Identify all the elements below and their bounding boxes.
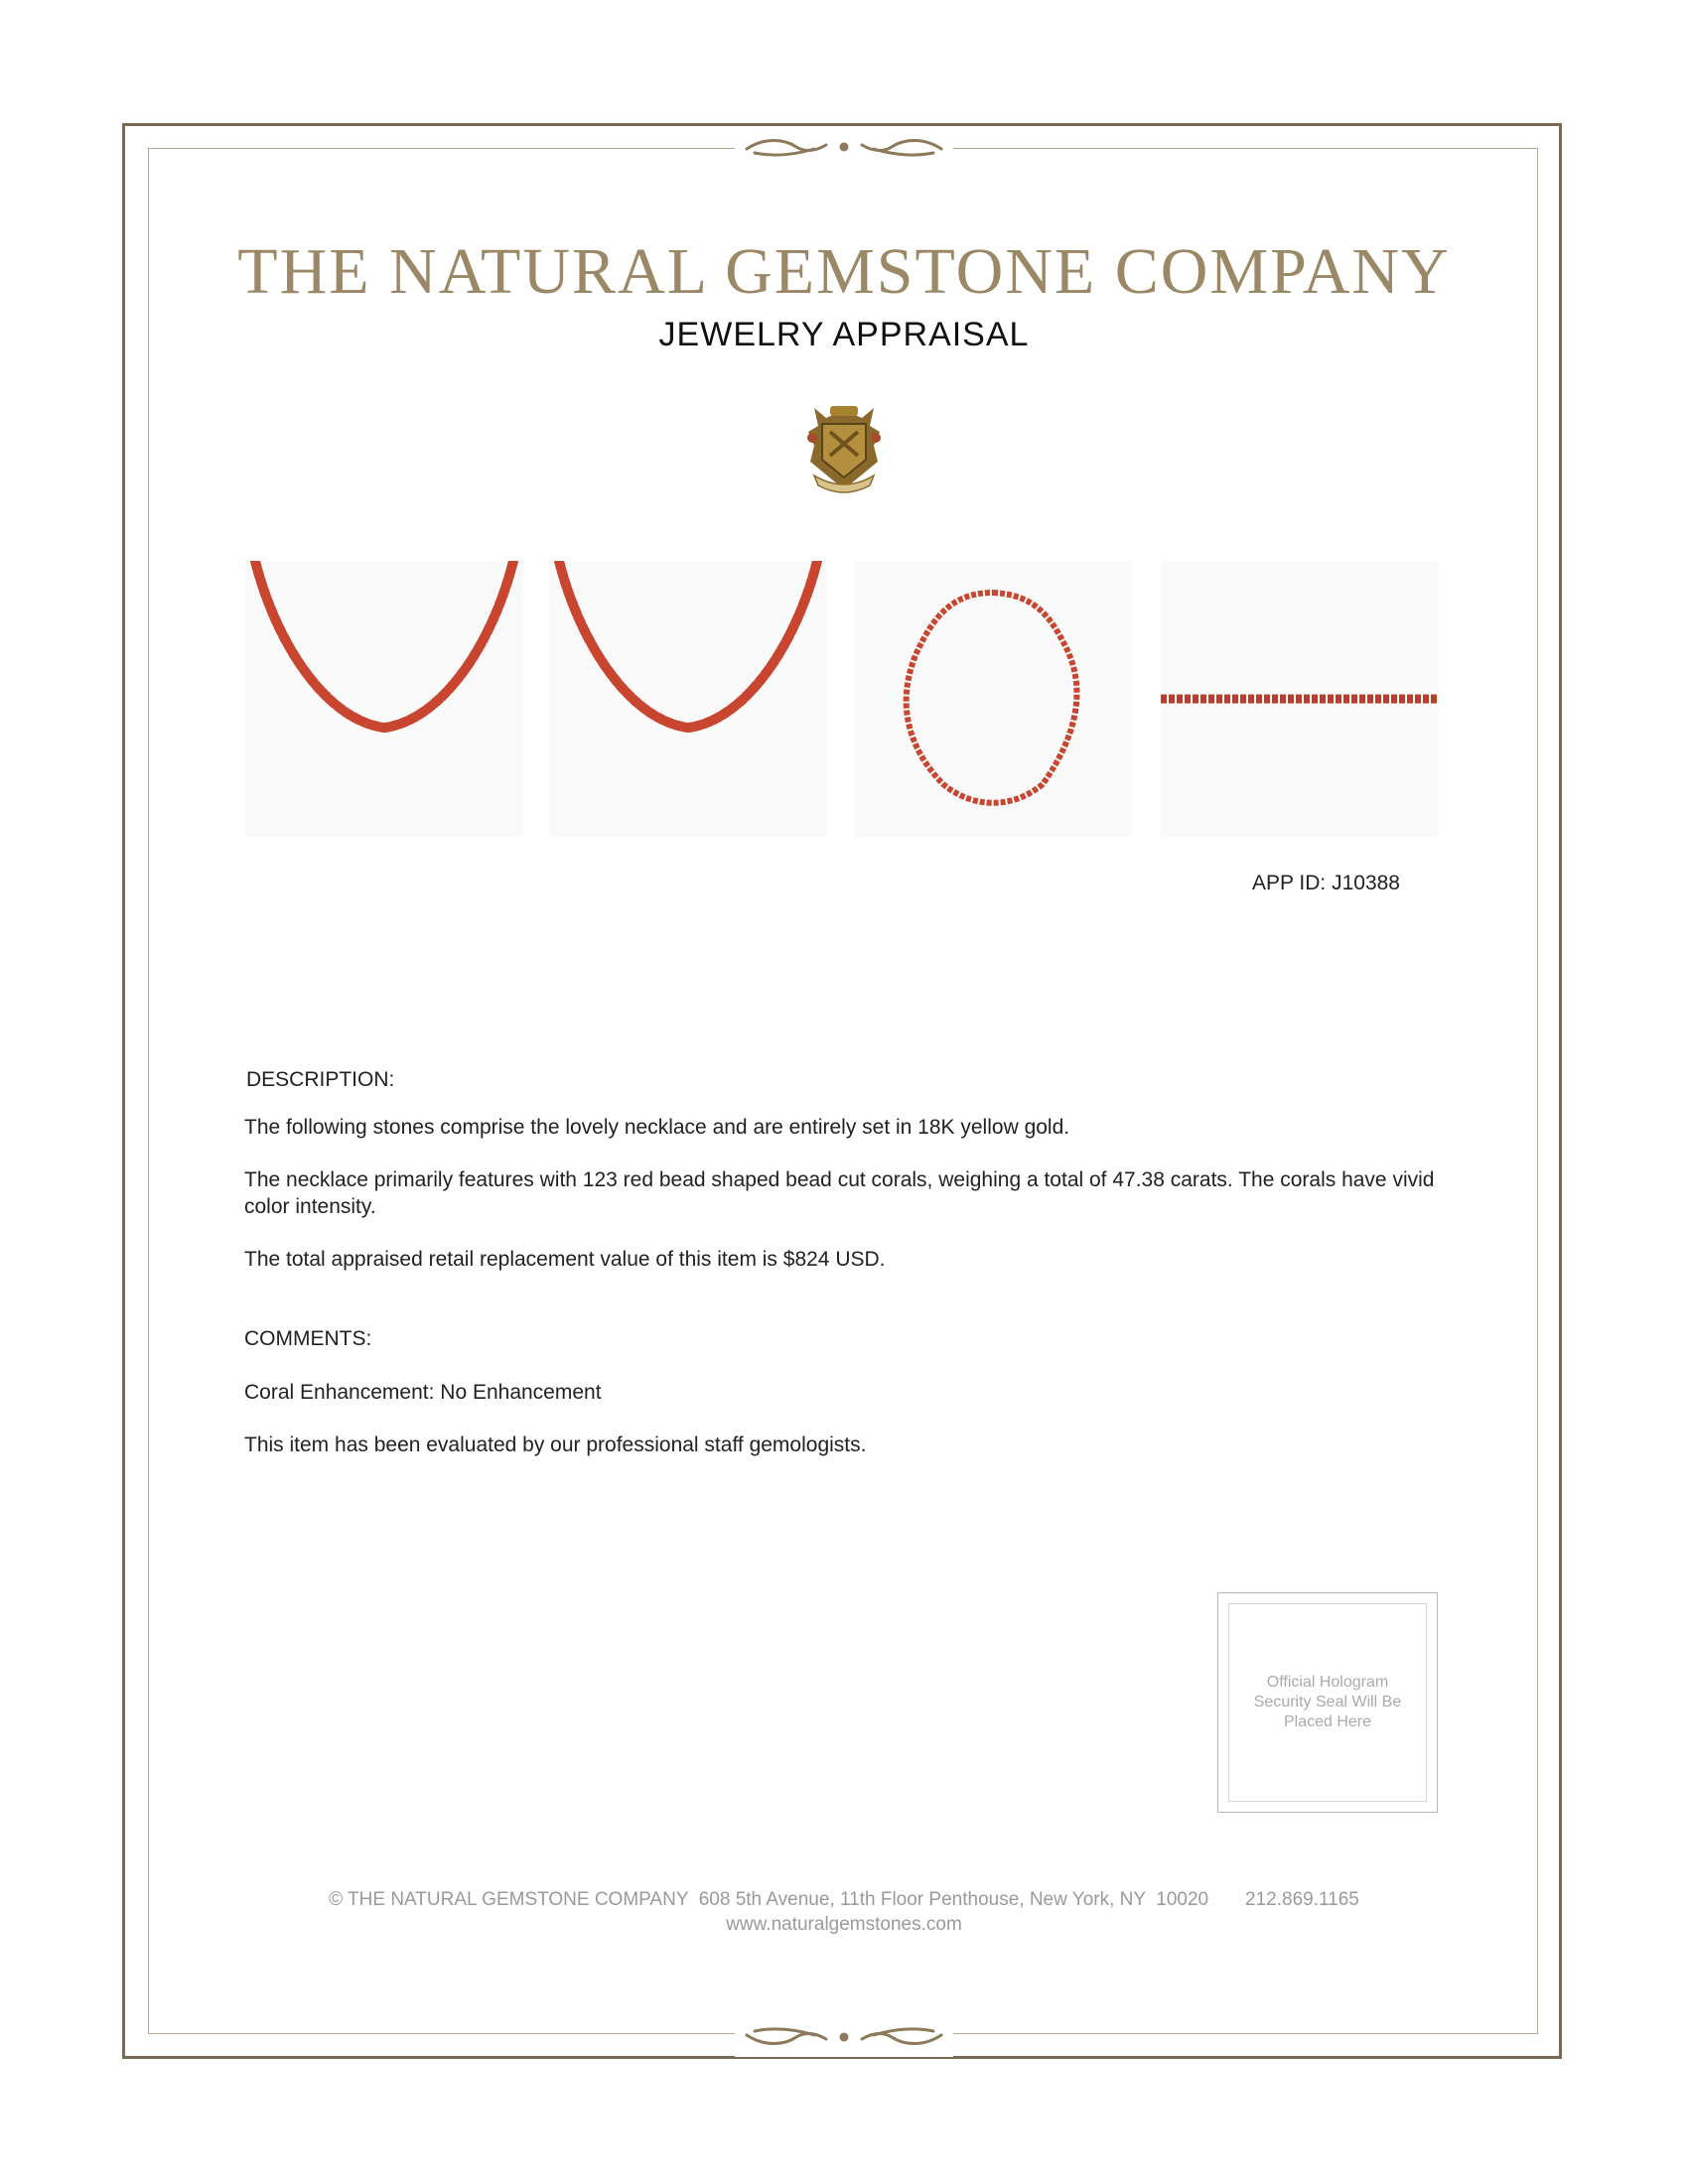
top-flourish-ornament <box>735 127 953 167</box>
description-paragraph-1: The following stones comprise the lovely necklace and are entirely set in 18K yellow gold. <box>244 1116 1070 1139</box>
footer-phone: 212.869.1165 <box>1245 1889 1359 1910</box>
footer-address: 608 5th Avenue, 11th Floor Penthouse, New York, NY 10020 <box>698 1889 1209 1910</box>
company-title: THE NATURAL GEMSTONE COMPANY <box>237 235 1451 308</box>
comment-enhancement: Coral Enhancement: No Enhancement <box>244 1381 602 1404</box>
hologram-seal-box <box>1217 1592 1438 1813</box>
gold-crest-icon <box>800 402 888 497</box>
app-id-label: APP ID: <box>1251 872 1327 894</box>
footer-copyright: © THE NATURAL GEMSTONE COMPANY <box>329 1889 689 1910</box>
document-type-heading: JEWELRY APPRAISAL <box>658 316 1030 353</box>
footer-address-line <box>0 1889 1688 1911</box>
description-label: DESCRIPTION: <box>246 1068 395 1091</box>
necklace-photo-front <box>245 561 523 837</box>
description-paragraph-2: The necklace primarily features with 123 red bead shaped bead cut corals, weighing a total of 47.38 carats. The corals have vivid color intensity. <box>244 1168 1435 1218</box>
bottom-flourish-ornament <box>735 2017 953 2057</box>
hologram-seal-inner <box>1228 1603 1427 1802</box>
hologram-seal-text: Official Hologram Security Seal Will Be Placed Here <box>1253 1674 1402 1730</box>
description-paragraph-3: The total appraised retail replacement value of this item is $824 USD. <box>244 1248 886 1271</box>
comments-label: COMMENTS: <box>244 1327 372 1350</box>
necklace-photo-strand <box>1161 561 1439 837</box>
app-id <box>1221 872 1400 895</box>
app-id-value: J10388 <box>1332 872 1400 894</box>
necklace-photo-front-alt <box>549 561 827 837</box>
necklace-photo-loop <box>854 561 1132 837</box>
comment-evaluation: This item has been evaluated by our professional staff gemologists. <box>244 1433 867 1456</box>
footer-website[interactable]: www.naturalgemstones.com <box>726 1914 962 1935</box>
